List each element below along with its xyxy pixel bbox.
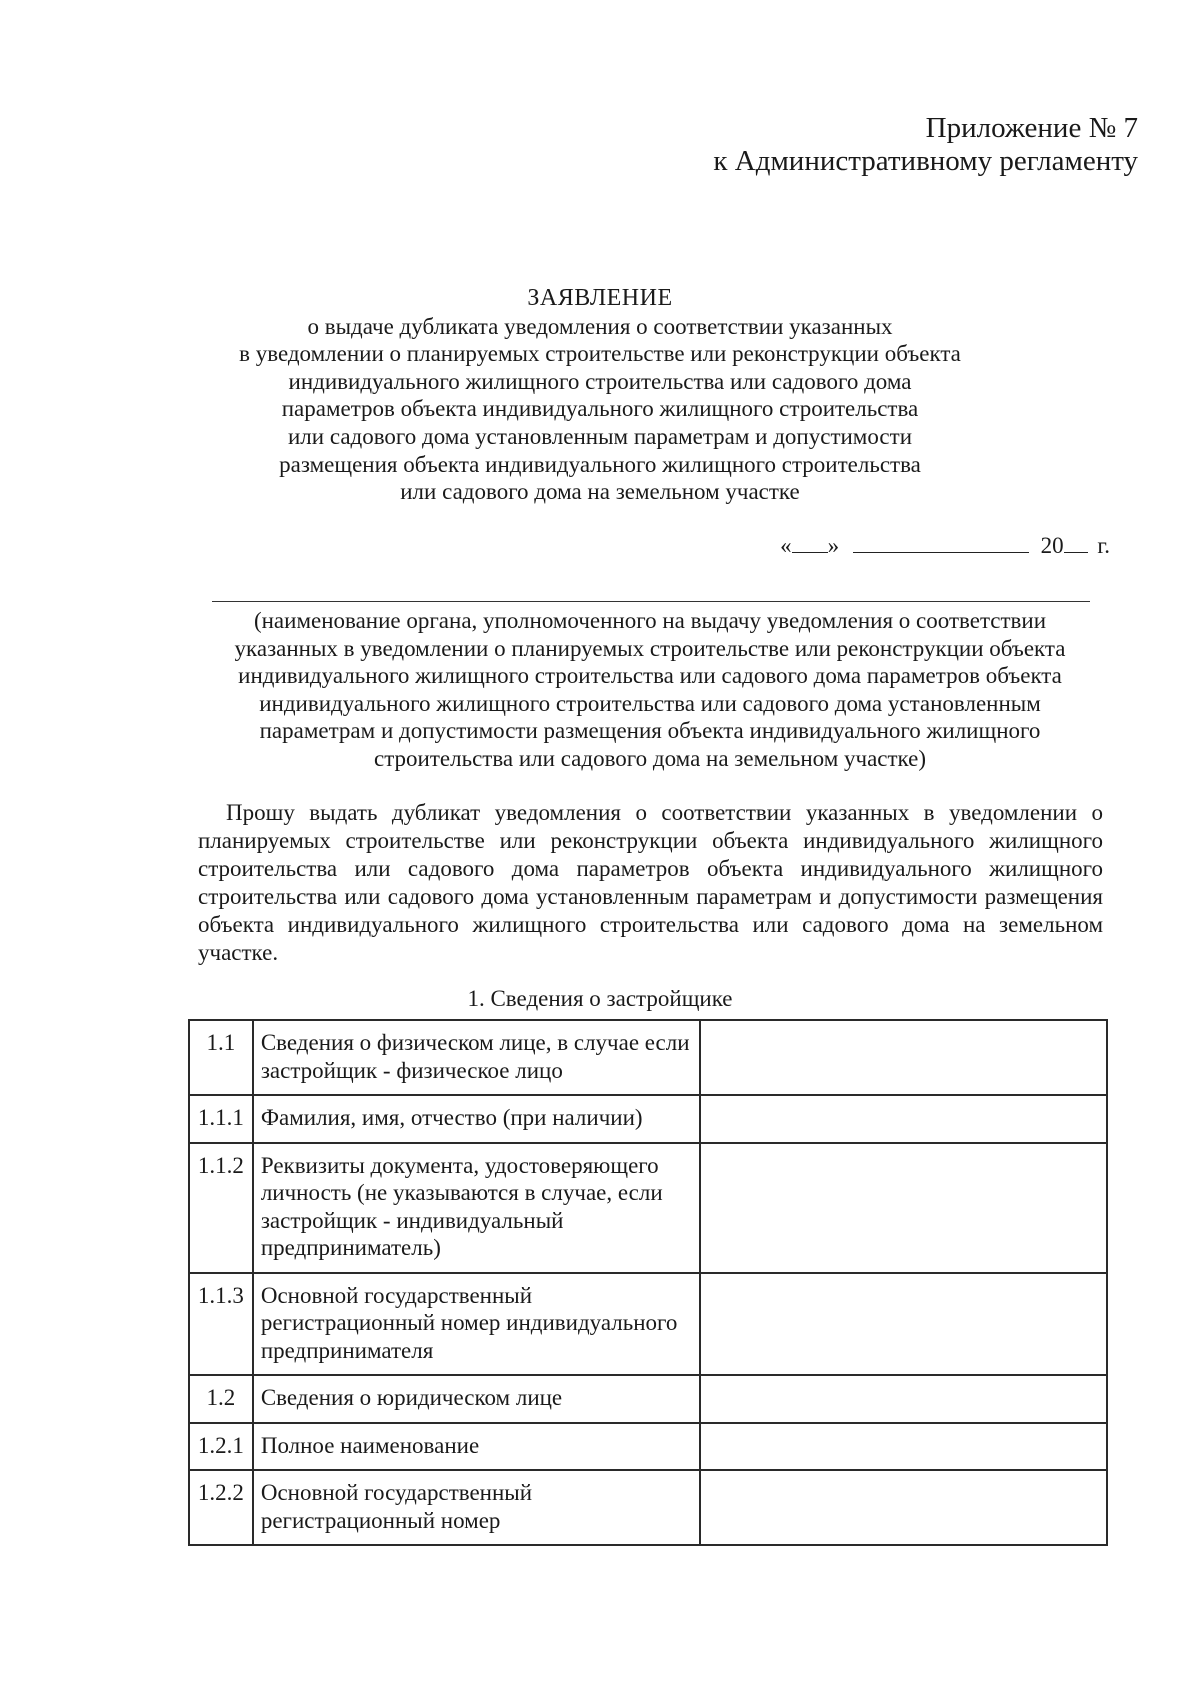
row-value-field[interactable] <box>700 1143 1107 1273</box>
developer-info-table <box>188 1019 1108 1546</box>
table-row <box>189 1020 1107 1095</box>
row-value-field[interactable] <box>700 1095 1107 1143</box>
row-label: Основной государственный регистрационный номер <box>253 1470 701 1545</box>
row-number: 1.2 <box>189 1375 253 1423</box>
row-label: Полное наименование <box>253 1423 701 1471</box>
year-blank[interactable] <box>1064 534 1088 553</box>
row-number: 1.2.1 <box>189 1423 253 1471</box>
section-title: 1. Сведения о застройщике <box>467 986 733 1011</box>
row-label: Основной государственный регистрационный номер индивидуального предпринимателя <box>253 1273 701 1376</box>
organization-caption <box>195 607 1105 772</box>
date-field <box>780 533 1110 559</box>
request-paragraph: Прошу выдать дубликат уведомления о соответствии указанных в уведомлении о планируемых строительстве или реконструкции объекта индивидуального жилищного строительства или садового дома параметров объекта индивидуального жилищного строительства или садового дома установленным параметрам и допустимости размещения объекта индивидуального жилищного строительства или садового дома на земельном участке. <box>198 800 1103 965</box>
caption-line: строительства или садового дома на земельном участке) <box>374 745 926 771</box>
date-open-quote: « <box>780 533 792 558</box>
date-close-quote: » <box>827 533 840 558</box>
table-row <box>189 1423 1107 1471</box>
row-label: Фамилия, имя, отчество (при наличии) <box>253 1095 701 1143</box>
table-row <box>189 1095 1107 1143</box>
row-label: Реквизиты документа, удостоверяющего личность (не указываются в случае, если застройщик - индивидуальный предприниматель) <box>253 1143 701 1273</box>
organization-name-line[interactable] <box>212 601 1090 602</box>
title-line: в уведомлении о планируемых строительстве или реконструкции объекта <box>239 341 961 367</box>
year-prefix: 20 <box>1040 533 1064 558</box>
day-blank[interactable] <box>792 534 828 553</box>
caption-line: индивидуального жилищного строительства или садового дома параметров объекта <box>238 663 1062 688</box>
row-number: 1.1.1 <box>189 1095 253 1143</box>
appendix-reference: к Административному регламенту <box>713 145 1138 177</box>
caption-line: индивидуального жилищного строительства или садового дома установленным <box>259 690 1041 716</box>
table-row <box>189 1375 1107 1423</box>
title-line: о выдаче дубликата уведомления о соответствии указанных <box>307 313 893 339</box>
row-number: 1.2.2 <box>189 1470 253 1545</box>
caption-line: (наименование органа, уполномоченного на выдачу уведомления о соответствии <box>253 608 1047 633</box>
row-label: Сведения о физическом лице, в случае если застройщик - физическое лицо <box>253 1020 701 1095</box>
row-number: 1.1 <box>189 1020 253 1095</box>
row-value-field[interactable] <box>700 1020 1107 1095</box>
table-row <box>189 1470 1107 1545</box>
caption-line: параметрам и допустимости размещения объекта индивидуального жилищного <box>259 718 1041 743</box>
month-blank[interactable] <box>853 534 1029 553</box>
row-value-field[interactable] <box>700 1375 1107 1423</box>
row-value-field[interactable] <box>700 1470 1107 1545</box>
row-number: 1.1.2 <box>189 1143 253 1273</box>
table-row <box>189 1143 1107 1273</box>
title-heading: ЗАЯВЛЕНИЕ <box>527 285 673 311</box>
table-row <box>189 1273 1107 1376</box>
document-title <box>150 285 1050 506</box>
title-line: или садового дома на земельном участке <box>400 479 800 505</box>
title-line: или садового дома установленным параметрам и допустимости <box>287 423 913 449</box>
title-line: параметров объекта индивидуального жилищного строительства <box>281 396 919 422</box>
year-suffix: г. <box>1097 533 1110 558</box>
appendix-header <box>713 112 1138 178</box>
row-label: Сведения о юридическом лице <box>253 1375 701 1423</box>
title-line: индивидуального жилищного строительства или садового дома <box>288 368 912 394</box>
title-line: размещения объекта индивидуального жилищного строительства <box>279 451 921 477</box>
row-number: 1.1.3 <box>189 1273 253 1376</box>
appendix-number: Приложение № 7 <box>925 112 1138 144</box>
row-value-field[interactable] <box>700 1273 1107 1376</box>
row-value-field[interactable] <box>700 1423 1107 1471</box>
caption-line: указанных в уведомлении о планируемых строительстве или реконструкции объекта <box>234 635 1066 661</box>
